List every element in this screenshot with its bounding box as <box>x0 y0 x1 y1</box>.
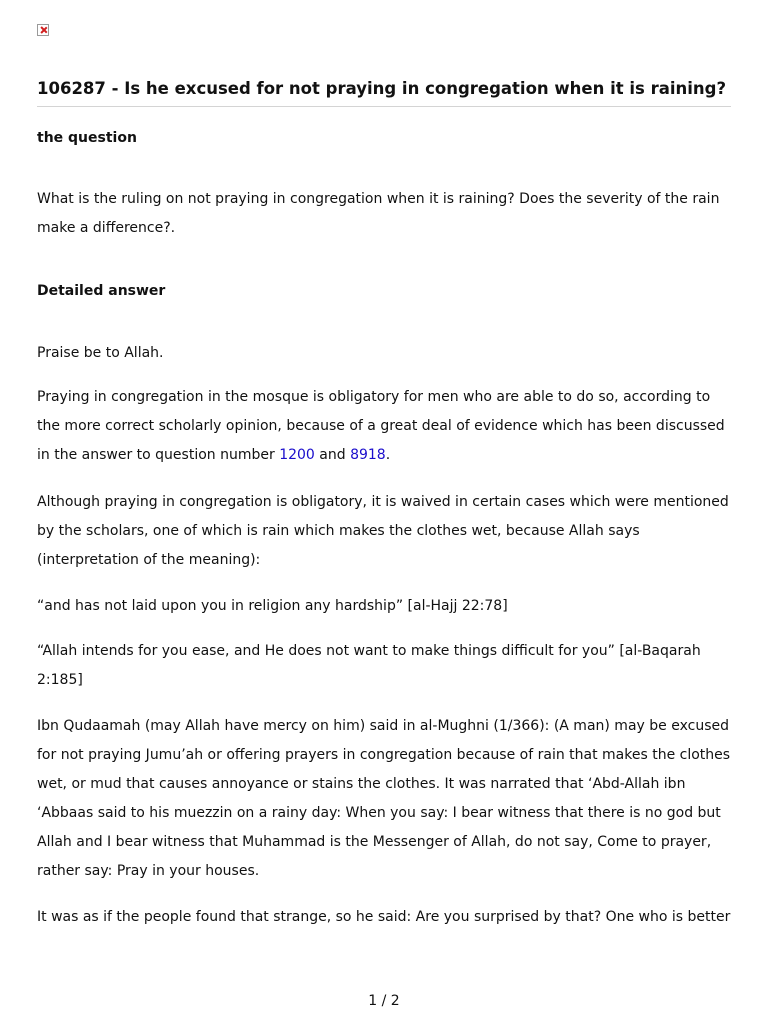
paragraph-text: . <box>385 447 391 463</box>
answer-paragraph-ibn-qudaamah: Ibn Qudaamah (may Allah have mercy on him) said in al-Mughni (1/366): (A man) may be excused for not praying Jumu’ah or offering prayers in congregation because of rain that makes the clothes wet, or mud that causes annoyance or stains the clothes. It was narrated that ‘Abd-Allah ibn ‘Abbaas said to his muezzin on a rainy day: When you say: I bear witness that there is no god but Allah and I bear witness that Muhammad is the Messenger of Allah, do not say, Come to prayer, rather say: Pray in your houses. <box>37 718 731 879</box>
question-text: What is the ruling on not praying in congregation when it is raining? Does the severity of the rain make a difference?. <box>37 191 720 236</box>
quote-al-baqarah: “Allah intends for you ease, and He does not want to make things difficult for you” [al-Baqarah 2:185] <box>37 643 701 688</box>
page-title: 106287 - Is he excused for not praying in congregation when it is raining? <box>37 79 727 98</box>
title-divider <box>37 106 731 107</box>
page-number: 1 / 2 <box>368 993 400 1009</box>
paragraph-text: and <box>314 447 351 463</box>
answer-paragraph-continued: It was as if the people found that strange, so he said: Are you surprised by that? One who is better <box>37 909 731 925</box>
answer-paragraph-1: Praise be to Allah. <box>37 345 164 361</box>
answer-heading: Detailed answer <box>37 283 166 299</box>
question-heading: the question <box>37 130 137 146</box>
broken-image-icon <box>37 24 49 36</box>
answer-paragraph-3: Although praying in congregation is obligatory, it is waived in certain cases which were mentioned by the scholars, one of which is rain which makes the clothes wet, because Allah says (interpretation of the meaning): <box>37 494 729 568</box>
answer-paragraph-2 <box>37 383 731 470</box>
quote-al-hajj: “and has not laid upon you in religion any hardship” [al-Hajj 22:78] <box>37 598 508 614</box>
question-8918-link[interactable]: 8918 <box>350 447 386 463</box>
paragraph-text: Praying in congregation in the mosque is obligatory for men who are able to do so, according to the more correct scholarly opinion, because of a great deal of evidence which has been discussed in the answer to question number <box>37 389 725 463</box>
question-1200-link[interactable]: 1200 <box>279 447 315 463</box>
